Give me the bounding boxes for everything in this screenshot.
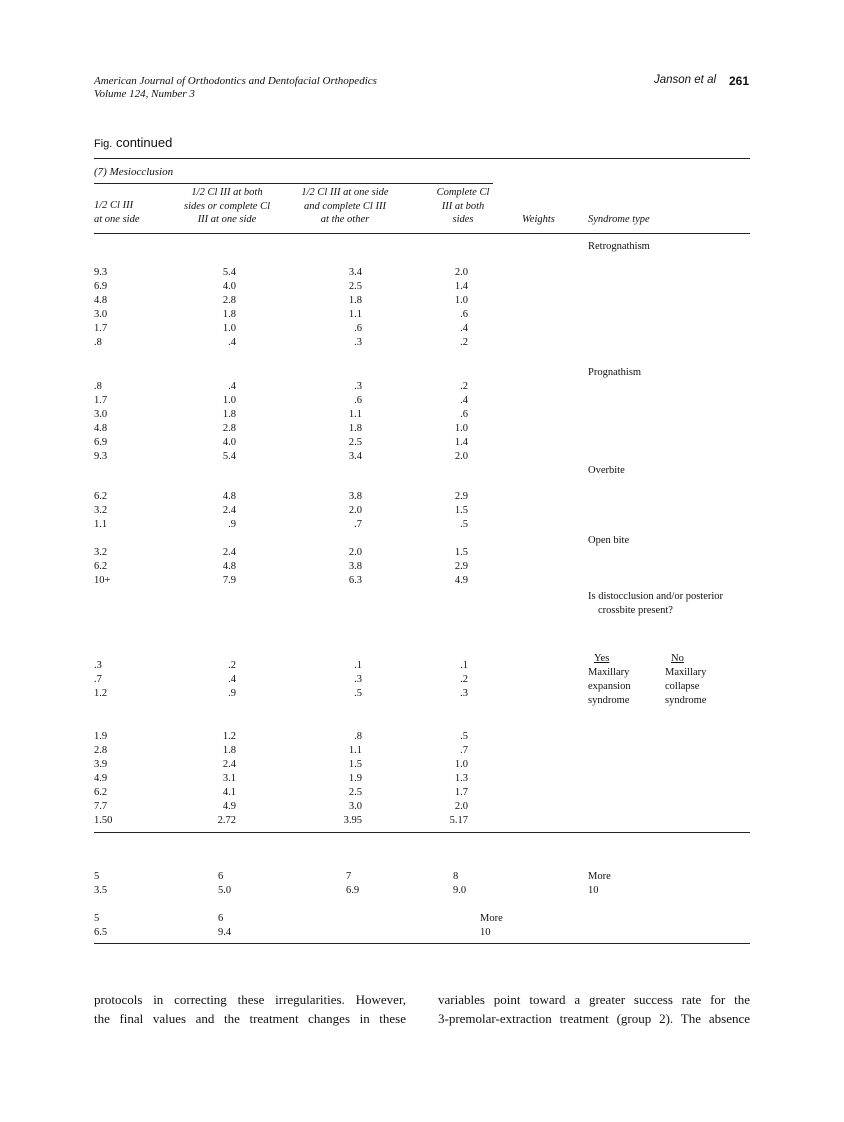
table-cell: 1.8 <box>222 745 236 756</box>
table-cell: 1.7 <box>94 323 108 334</box>
table-cell: .3 <box>94 660 102 671</box>
page-number: 261 <box>729 74 750 88</box>
table-cell: 1.9 <box>94 731 108 742</box>
authors: Janson et al <box>654 74 717 86</box>
body-left-column <box>94 990 406 1028</box>
column-header-line: 1/2 Cl III at both <box>191 187 263 198</box>
table-cell: 3.8 <box>348 491 362 502</box>
table-cell: 5.4 <box>222 267 236 278</box>
table-cell: 1.2 <box>94 688 108 699</box>
table-cell: .8 <box>354 731 362 742</box>
table-cell: 4.9 <box>454 575 468 586</box>
lower-cell: 5 <box>94 913 100 924</box>
table-cell: .5 <box>460 731 468 742</box>
table-cell: .4 <box>228 337 236 348</box>
column-header-line: III at both <box>441 200 485 212</box>
table-cell: .3 <box>354 337 362 348</box>
table-cell: 4.9 <box>94 773 108 784</box>
table-cell: .9 <box>228 519 236 530</box>
syndrome-type-label: Prognathism <box>588 367 642 378</box>
table-cell: 3.95 <box>343 815 362 826</box>
table-cell: 3.2 <box>94 505 108 516</box>
table-cell: 4.1 <box>222 787 236 798</box>
table-cell: .3 <box>354 674 362 685</box>
table-cell: 2.4 <box>222 759 236 770</box>
table-cell: 1.8 <box>348 423 362 434</box>
column-header-line: 1/2 Cl III <box>94 200 134 211</box>
lower-cell: 5.0 <box>218 885 232 896</box>
lower-cell: 6.9 <box>346 885 360 896</box>
table-cell: 2.5 <box>348 281 362 292</box>
column-header-line: sides <box>452 214 474 225</box>
table-cell: .8 <box>94 381 102 392</box>
table-cell: .2 <box>460 674 468 685</box>
table-cell: 3.0 <box>94 409 108 420</box>
column-header-line: and complete Cl III <box>304 200 386 212</box>
table-cell: 4.8 <box>222 491 236 502</box>
body-line: 3-premolar-extraction treatment (group 2). The absence <box>438 1011 750 1026</box>
lower-cell: 3.5 <box>94 885 108 896</box>
table-cell: 2.72 <box>217 815 236 826</box>
table-cell: 6.9 <box>94 281 108 292</box>
table-cell: 6.2 <box>94 787 108 798</box>
table-cell: 3.2 <box>94 547 108 558</box>
lower-cell: More <box>480 913 503 924</box>
table-cell: 5.17 <box>449 815 468 826</box>
section-rule <box>94 183 493 184</box>
table-cell: 2.0 <box>348 505 362 516</box>
table-cell: 1.0 <box>454 423 468 434</box>
table-cell: .1 <box>354 660 362 671</box>
lower-cell: 8 <box>453 871 459 882</box>
column-header-line: 1/2 Cl III at one side <box>301 187 389 198</box>
table-cell: 2.0 <box>454 451 468 462</box>
syndrome-type-label: Retrognathism <box>588 241 650 252</box>
table-cell: 4.8 <box>94 423 108 434</box>
no-option-heading: No <box>671 653 684 664</box>
lower-cell: 5 <box>94 871 100 882</box>
body-line: variables point toward a greater success rate for the <box>438 992 750 1007</box>
table-cell: 1.1 <box>348 309 362 320</box>
table-cell: .2 <box>228 660 236 671</box>
table-cell: 4.8 <box>94 295 108 306</box>
yes-option-heading: Yes <box>594 653 610 664</box>
table-cell: 1.4 <box>454 437 468 448</box>
section-title: (7) Mesiocclusion <box>94 166 174 178</box>
table-cell: 1.3 <box>454 773 468 784</box>
table-cell: 1.8 <box>222 309 236 320</box>
body-line: the final values and the treatment changes in these <box>94 1011 406 1026</box>
table-cell: 1.4 <box>454 281 468 292</box>
table-cell: .2 <box>460 337 468 348</box>
table-cell: 7.7 <box>94 801 108 812</box>
table-cell: .4 <box>460 323 468 334</box>
table-cell: 4.0 <box>222 437 236 448</box>
column-header-line: Syndrome type <box>588 214 650 225</box>
bottom-rule <box>94 943 750 944</box>
table-cell: 2.5 <box>348 437 362 448</box>
table-cell: 2.0 <box>348 547 362 558</box>
yes-syndrome-text: syndrome <box>588 695 630 706</box>
table-cell: 3.0 <box>348 801 362 812</box>
table-cell: 2.0 <box>454 267 468 278</box>
table-cell: 6.3 <box>348 575 362 586</box>
table-cell: .4 <box>460 395 468 406</box>
table-cell: 3.4 <box>348 451 362 462</box>
table-cell: 2.8 <box>222 295 236 306</box>
column-header <box>588 213 650 227</box>
table-cell: .5 <box>460 519 468 530</box>
table-cell: 7.9 <box>222 575 236 586</box>
table-cell: 1.8 <box>348 295 362 306</box>
table-cell: 1.1 <box>348 745 362 756</box>
table-cell: 2.9 <box>454 561 468 572</box>
header-rule <box>94 233 750 234</box>
table-cell: .9 <box>228 688 236 699</box>
table-cell: 1.5 <box>454 547 468 558</box>
body-right-column <box>438 990 750 1028</box>
table-cell: 3.8 <box>348 561 362 572</box>
no-syndrome-text: syndrome <box>665 695 707 706</box>
lower-cell: 6.5 <box>94 927 108 938</box>
mid-rule <box>94 832 750 833</box>
table-cell: 3.4 <box>348 267 362 278</box>
syndrome-type-label: Open bite <box>588 535 630 546</box>
column-header-line: at the other <box>320 214 370 225</box>
table-cell: 3.1 <box>222 773 236 784</box>
table-cell: 2.4 <box>222 505 236 516</box>
journal-volume: Volume 124, Number 3 <box>94 88 195 100</box>
column-header <box>167 186 287 227</box>
column-header <box>522 213 555 227</box>
figure-caption <box>94 135 172 150</box>
table-cell: 2.9 <box>454 491 468 502</box>
table-cell: 2.5 <box>348 787 362 798</box>
table-cell: 1.7 <box>454 787 468 798</box>
table-cell: 10+ <box>94 575 111 586</box>
table-cell: 1.1 <box>94 519 108 530</box>
lower-cell: 7 <box>346 871 352 882</box>
table-cell: .6 <box>354 323 362 334</box>
lower-cell: 10 <box>588 885 599 896</box>
table-cell: 2.8 <box>94 745 108 756</box>
syndrome-type-label: Overbite <box>588 465 625 476</box>
table-cell: 1.1 <box>348 409 362 420</box>
table-cell: 1.0 <box>454 759 468 770</box>
figure-label: Fig. <box>94 138 113 150</box>
column-header-line: sides or complete Cl <box>183 200 271 212</box>
table-cell: .3 <box>460 688 468 699</box>
table-cell: .1 <box>460 660 468 671</box>
table-cell: 1.0 <box>222 323 236 334</box>
table-cell: .8 <box>94 337 102 348</box>
figure-caption-text: continued <box>115 135 173 150</box>
table-cell: .6 <box>460 409 468 420</box>
lower-cell: 6 <box>218 913 224 924</box>
table-cell: 4.9 <box>222 801 236 812</box>
table-cell: 2.8 <box>222 423 236 434</box>
table-cell: 4.0 <box>222 281 236 292</box>
table-cell: 1.9 <box>348 773 362 784</box>
table-cell: 1.8 <box>222 409 236 420</box>
table-cell: 1.0 <box>454 295 468 306</box>
table-cell: 3.0 <box>94 309 108 320</box>
table-cell: 4.8 <box>222 561 236 572</box>
table-cell: .5 <box>354 688 362 699</box>
table-cell: 1.0 <box>222 395 236 406</box>
table-cell: 5.4 <box>222 451 236 462</box>
table-cell: 1.5 <box>454 505 468 516</box>
column-header <box>284 186 406 227</box>
table-cell: .7 <box>460 745 468 756</box>
table-cell: .3 <box>354 381 362 392</box>
column-header <box>425 186 501 227</box>
table-cell: 6.9 <box>94 437 108 448</box>
yes-syndrome-text: Maxillary <box>588 667 630 678</box>
lower-cell: 10 <box>480 927 491 938</box>
table-cell: 6.2 <box>94 561 108 572</box>
body-line: protocols in correcting these irregularities. However, <box>94 992 406 1007</box>
lower-cell: 9.0 <box>453 885 467 896</box>
table-cell: 6.2 <box>94 491 108 502</box>
table-cell: 1.2 <box>222 731 236 742</box>
yes-syndrome-text: expansion <box>588 681 631 692</box>
column-header-line: Complete Cl <box>436 187 490 198</box>
syndrome-type-label: Is distocclusion and/or posterior <box>588 591 724 602</box>
table-cell: 9.3 <box>94 267 108 278</box>
table-cell: 1.50 <box>94 815 113 826</box>
table-cell: .7 <box>354 519 362 530</box>
lower-cell: More <box>588 871 611 882</box>
table-cell: .7 <box>94 674 102 685</box>
table-cell: 1.7 <box>94 395 108 406</box>
column-header-line: at one side <box>94 213 140 225</box>
lower-cell: 6 <box>218 871 224 882</box>
column-header-line: Weights <box>522 214 555 225</box>
no-syndrome-text: Maxillary <box>665 667 707 678</box>
top-rule <box>94 158 750 159</box>
no-syndrome-text: collapse <box>665 681 700 692</box>
table-cell: .2 <box>460 381 468 392</box>
table-cell: .6 <box>354 395 362 406</box>
syndrome-type-label: crossbite present? <box>598 605 673 616</box>
table-cell: 3.9 <box>94 759 108 770</box>
table-cell: 2.4 <box>222 547 236 558</box>
column-header <box>94 199 140 226</box>
table-cell: 1.5 <box>348 759 362 770</box>
table-cell: .4 <box>228 381 236 392</box>
column-header-line: III at one side <box>197 214 257 225</box>
journal-title: American Journal of Orthodontics and Dentofacial Orthopedics <box>94 75 377 87</box>
table-cell: .6 <box>460 309 468 320</box>
lower-cell: 9.4 <box>218 927 232 938</box>
table-cell: .4 <box>228 674 236 685</box>
table-cell: 9.3 <box>94 451 108 462</box>
table-cell: 2.0 <box>454 801 468 812</box>
